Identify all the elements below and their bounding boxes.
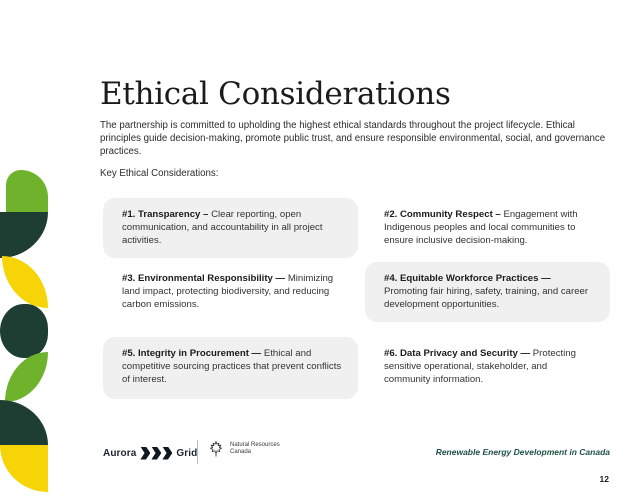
- card-body: Promoting fair hiring, safety, training, and career development opportunities.: [384, 286, 589, 310]
- partner-line-2: Canada: [230, 449, 252, 455]
- card-text: [384, 208, 596, 247]
- card-lead: #3. Environmental Responsibility —: [122, 273, 286, 284]
- card-lead: #1. Transparency –: [122, 209, 209, 220]
- card-text: [122, 272, 344, 311]
- decor-leaf-yellow: [2, 256, 48, 308]
- card-body: Minimizing land impact, protecting biodiversity, and reducing carbon emissions.: [122, 273, 334, 310]
- card-equitable-workforce: [365, 262, 610, 322]
- brand-name-grid: Grid: [176, 447, 198, 459]
- decor-quarter-yellow-bottom: [0, 445, 48, 492]
- card-body: Engagement with Indigenous peoples and local communities to ensure inclusive decision-making.: [384, 209, 578, 246]
- chevron-right-icon: [151, 447, 161, 460]
- footer-divider: [197, 440, 198, 464]
- card-community-respect: [365, 198, 610, 258]
- maple-leaf-icon: [207, 440, 225, 458]
- card-lead: #5. Integrity in Procurement —: [122, 348, 262, 359]
- partner-name: [230, 442, 280, 457]
- page-number: 12: [599, 474, 609, 484]
- triple-chevron-icon: [140, 447, 172, 460]
- card-transparency: [103, 198, 358, 258]
- intro-paragraph: The partnership is committed to upholding the highest ethical standards throughout the project lifecycle. Ethical principles guide decision-making, promote public trust, and ensure responsible environmental, social, and governance practices.: [100, 119, 606, 157]
- decor-quarter-dark-green: [0, 212, 48, 258]
- decor-leaf-green-bottom: [5, 352, 48, 402]
- card-body: Ethical and competitive sourcing practices that prevent conflicts of interest.: [122, 348, 342, 385]
- page-title: Ethical Considerations: [100, 75, 451, 112]
- card-text: [122, 208, 344, 247]
- brand-name-aurora: Aurora: [103, 447, 137, 459]
- card-body: Protecting sensitive operational, stakeholder, and community information.: [384, 348, 576, 385]
- card-lead: #4. Equitable Workforce Practices —: [384, 273, 551, 284]
- footer-tagline: Renewable Energy Development in Canada: [435, 447, 610, 457]
- card-text: [384, 347, 596, 386]
- decor-quarter-dark-green-bottom: [0, 400, 48, 445]
- card-lead: #2. Community Respect –: [384, 209, 501, 220]
- card-environmental-responsibility: [103, 262, 358, 322]
- card-text: [122, 347, 344, 386]
- decor-blob-dark-green: [0, 304, 48, 358]
- card-data-privacy: [365, 337, 610, 399]
- subheading: Key Ethical Considerations:: [100, 167, 219, 179]
- card-body: Clear reporting, open communication, and accountability in all project activities.: [122, 209, 323, 246]
- partner-line-1: Natural Resources: [230, 441, 280, 448]
- card-text: [384, 272, 596, 311]
- natural-resources-canada-logo: [207, 440, 280, 458]
- decor-leaf-green-top: [6, 170, 48, 212]
- card-integrity-procurement: [103, 337, 358, 399]
- aurora-grid-logo: [103, 443, 197, 463]
- chevron-right-icon: [162, 447, 172, 460]
- chevron-right-icon: [140, 447, 150, 460]
- card-lead: #6. Data Privacy and Security —: [384, 348, 531, 359]
